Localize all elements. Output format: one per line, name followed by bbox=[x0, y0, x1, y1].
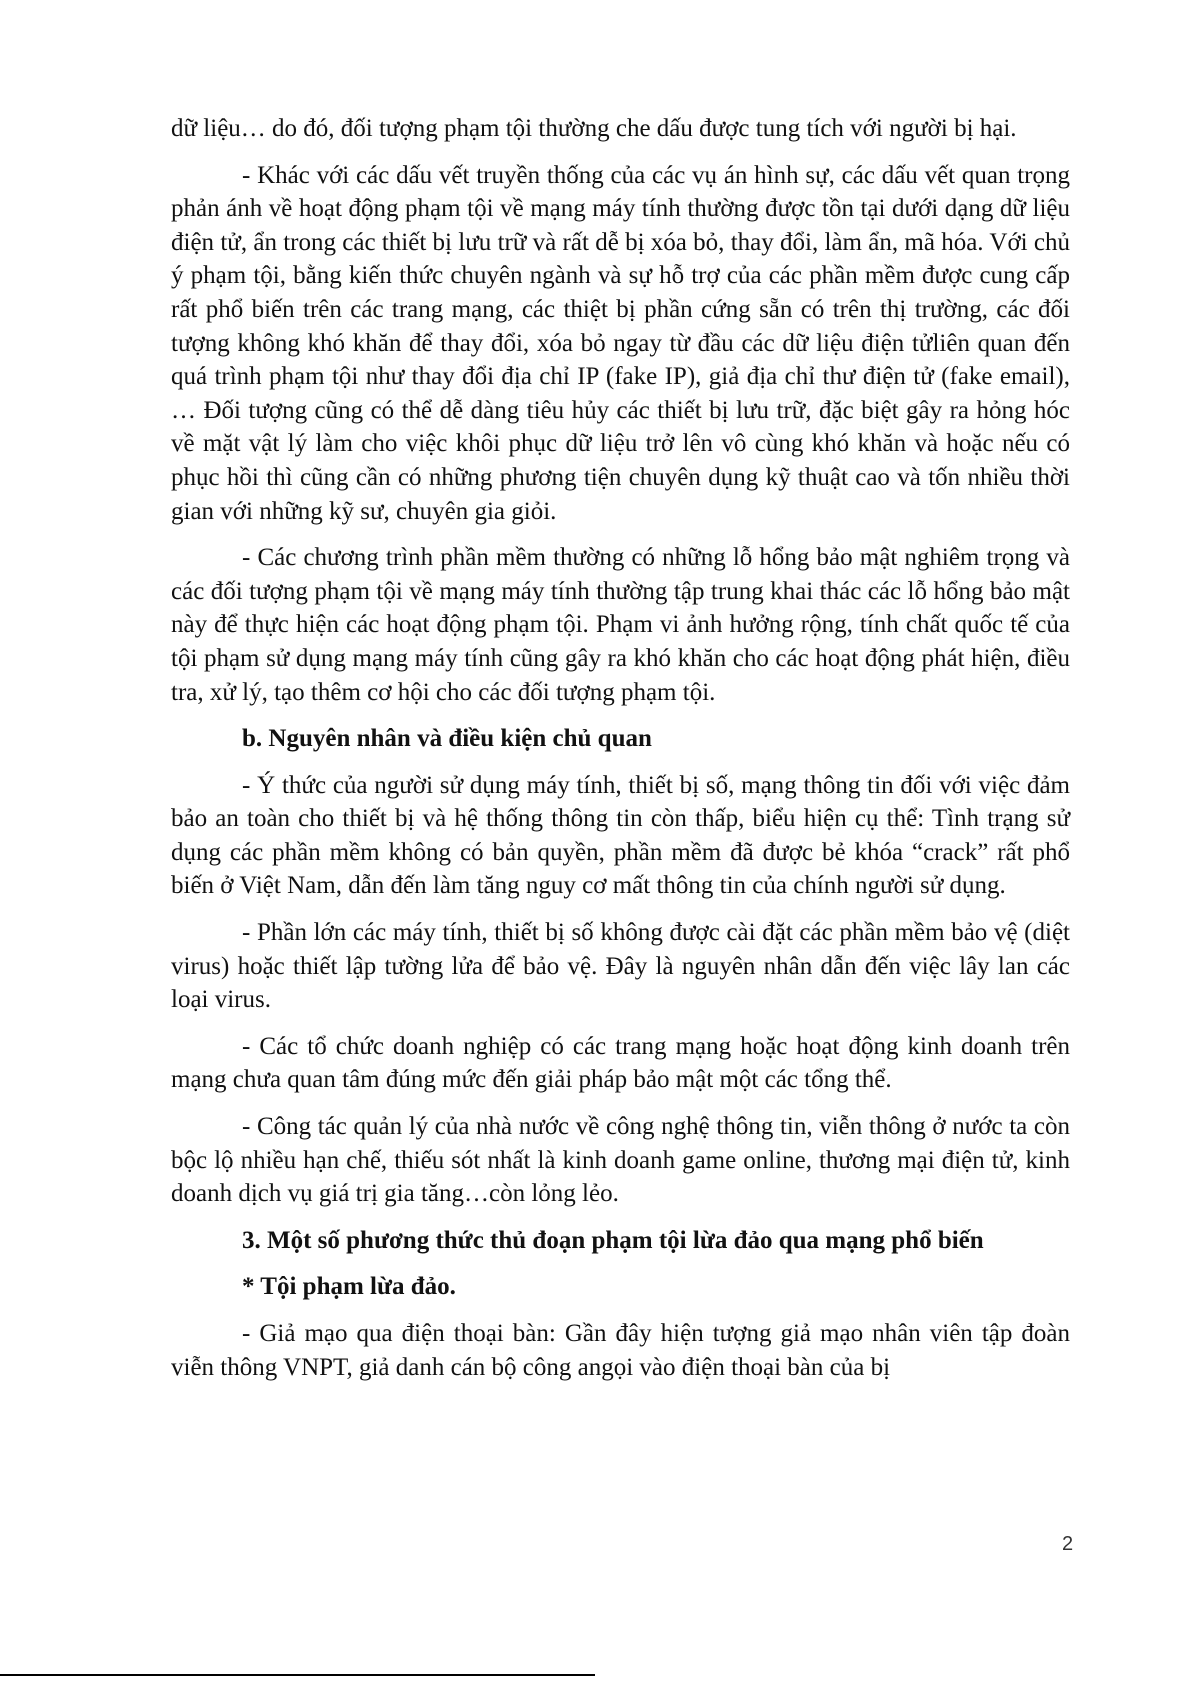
section-heading-fraud-methods: 3. Một số phương thức thủ đoạn phạm tội lừa đảo qua mạng phổ biến bbox=[242, 1226, 984, 1254]
paragraph-user-awareness: - Ý thức của người sử dụng máy tính, thiết bị số, mạng thông tin đối với việc đảm bảo an toàn cho thiết bị và hệ thống thông tin còn thấp, biểu hiện cụ thể: Tình trạng sử dụng các phần mềm không có bản quyền, phần mềm đã được bẻ khóa “crack” rất phổ biến ở Việt Nam, dẫn đến làm tăng nguy cơ mất thông tin của chính người sử dụng. bbox=[171, 771, 1070, 900]
paragraph-organizations: - Các tổ chức doanh nghiệp có các trang mạng hoặc hoạt động kinh doanh trên mạng chưa quan tâm đúng mức đến giải pháp bảo mật một các tổng thể. bbox=[171, 1032, 1070, 1094]
paragraph-landline-impersonation: - Giả mạo qua điện thoại bàn: Gần đây hiện tượng giả mạo nhân viên tập đoàn viễn thông VNPT, giả danh cán bộ công angọi vào điện thoại bàn của bị bbox=[171, 1320, 1070, 1381]
paragraph-security-vulnerabilities: - Các chương trình phần mềm thường có những lỗ hổng bảo mật nghiêm trọng và các đối tượng phạm tội về mạng máy tính thường tập trung khai thác các lỗ hổng bảo mật này để thực hiện các hoạt động phạm tội. Phạm vi ảnh hưởng rộng, tính chất quốc tế của tội phạm sử dụng mạng máy tính cũng gây ra khó khăn cho các hoạt động phát hiện, điều tra, xử lý, tạo thêm cơ hội cho các đối tượng phạm tội. bbox=[171, 544, 1070, 706]
footer-divider bbox=[0, 1674, 595, 1676]
page-number: 2 bbox=[1062, 1533, 1074, 1555]
section-heading-subjective-causes: b. Nguyên nhân và điều kiện chủ quan bbox=[242, 725, 652, 753]
paragraph-digital-evidence: - Khác với các dấu vết truyền thống của các vụ án hình sự, các dấu vết quan trọng phản ánh về hoạt động phạm tội về mạng máy tính thường được tồn tại dưới dạng dữ liệu điện tử, ẩn trong các thiết bị lưu trữ và rất dễ bị xóa bỏ, thay đổi, làm ẩn, mã hóa. Với chủ ý phạm tội, bằng kiến thức chuyên ngành và sự hỗ trợ của các phần mềm được cung cấp rất phổ biến trên các trang mạng, các thiệt bị phần cứng sẵn có trên thị trường, các đối tượng không khó khăn để thay đổi, xóa bỏ ngay từ đầu các dữ liệu điện tửliên quan đến quá trình phạm tội như thay đổi địa chỉ IP (fake IP), giả địa chỉ thư điện tử (fake email), … Đối tượng cũng có thể dễ dàng tiêu hủy các thiết bị lưu trữ, đặc biệt gây ra hỏng hóc về mặt vật lý làm cho việc khôi phục dữ liệu trở lên vô cùng khó khăn và hoặc nếu có phục hồi thì cũng cần có những phương tiện chuyên dụng kỹ thuật cao và tốn nhiều thời gian với những kỹ sư, chuyên gia giỏi. bbox=[171, 161, 1070, 525]
paragraph-state-management: - Công tác quản lý của nhà nước về công nghệ thông tin, viễn thông ở nước ta còn bộc lộ nhiều hạn chế, thiếu sót nhất là kinh doanh game online, thương mại điện tử, kinh doanh dịch vụ giá trị gia tăng…còn lỏng lẻo. bbox=[171, 1113, 1070, 1208]
paragraph-continuation: dữ liệu… do đó, đối tượng phạm tội thường che dấu được tung tích với người bị hại. bbox=[171, 115, 1017, 142]
document-body bbox=[171, 112, 1070, 1397]
section-heading-fraud-crime: * Tội phạm lừa đảo. bbox=[242, 1273, 456, 1301]
paragraph-antivirus: - Phần lớn các máy tính, thiết bị số không được cài đặt các phần mềm bảo vệ (diệt virus) hoặc thiết lập tường lửa để bảo vệ. Đây là nguyên nhân dẫn đến việc lây lan các loại virus. bbox=[171, 919, 1070, 1014]
